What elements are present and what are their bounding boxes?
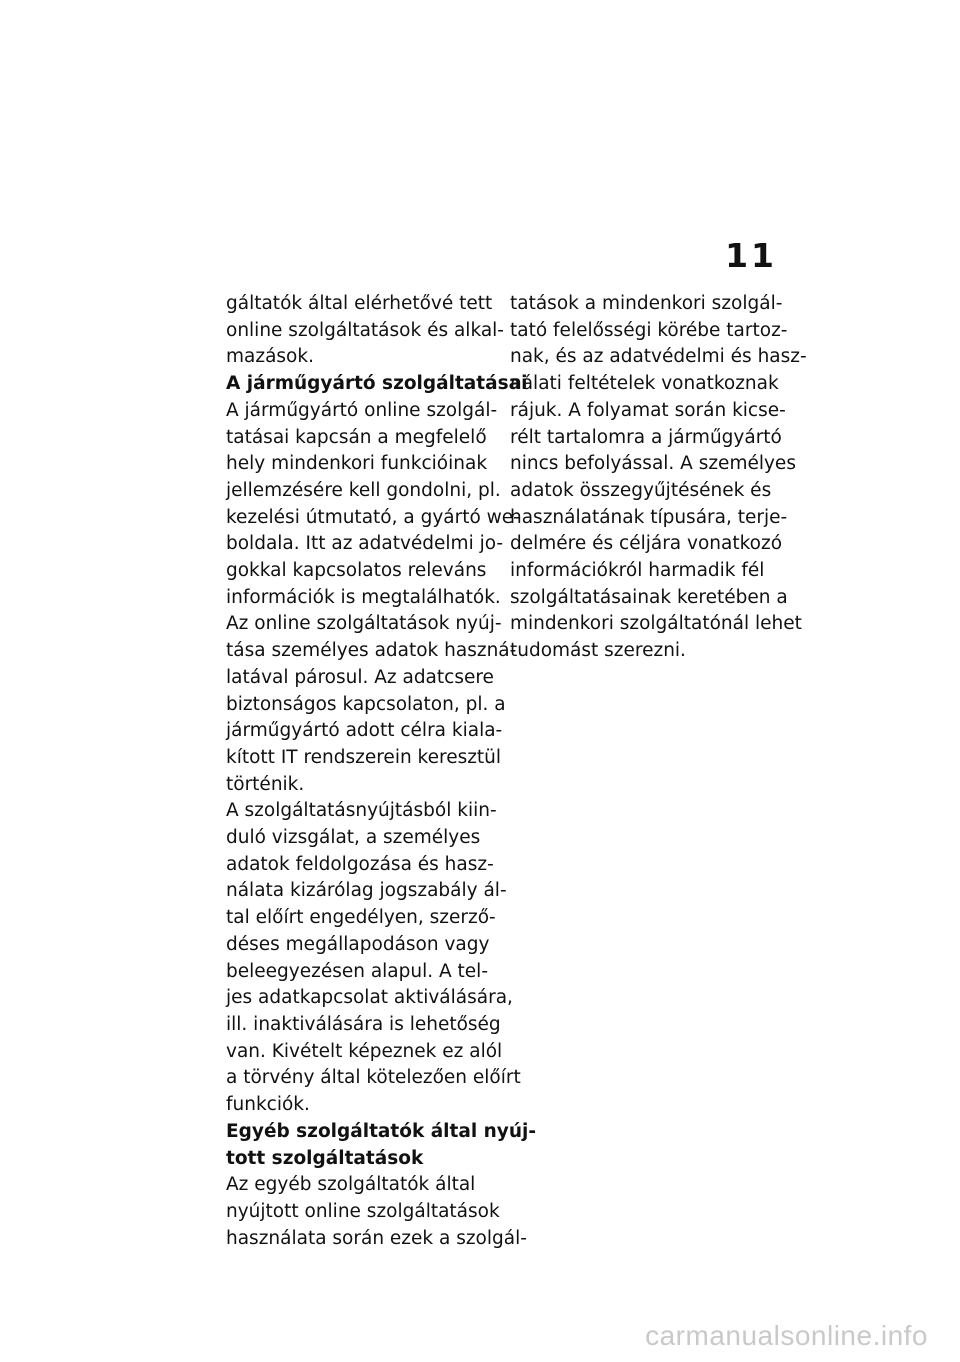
text-column-right xyxy=(510,291,807,665)
section-heading-line: tott szolgáltatások xyxy=(226,1147,424,1169)
body-text-line: tatások a mindenkori szolgál- xyxy=(510,293,783,314)
body-text-line: kított IT rendszerein keresztül xyxy=(226,746,502,768)
watermark: carmanualsonline.info xyxy=(645,1320,928,1351)
body-text-line: tatásai kapcsán a megfelelő xyxy=(226,426,487,448)
body-text-line: Az egyéb szolgáltatók által xyxy=(226,1174,476,1196)
body-text-line: nálata kizárólag jogszabály ál- xyxy=(226,880,507,902)
body-text-line: nak, és az adatvédelmi és hasz- xyxy=(510,346,807,368)
body-text-line: jellemzésére kell gondolni, pl. xyxy=(226,479,501,501)
body-text-line: A járműgyártó online szolgál- xyxy=(226,399,498,421)
section-heading-line: Egyéb szolgáltatók által nyúj- xyxy=(226,1120,537,1142)
body-text-line: tása személyes adatok haszná- xyxy=(226,640,517,662)
body-text-line: tal előírt engedélyen, szerző- xyxy=(226,907,496,929)
body-text-line: adatok összegyűjtésének és xyxy=(510,479,772,501)
body-text-line: hely mindenkori funkcióinak xyxy=(226,453,488,475)
page-number: 11 xyxy=(725,236,777,275)
body-text-line: információk is megtalálhatók. xyxy=(226,586,501,608)
body-text-line: szolgáltatásainak keretében a xyxy=(510,586,788,608)
body-text-line: boldala. Itt az adatvédelmi jo- xyxy=(226,533,504,555)
body-text-line: a törvény által kötelezően előírt xyxy=(226,1067,521,1089)
body-text-line: használatának típusára, terje- xyxy=(510,506,788,528)
body-text-line: Az online szolgáltatások nyúj- xyxy=(226,613,502,635)
body-text-line: déses megállapodáson vagy xyxy=(226,933,490,955)
body-text-line: gáltatók által elérhetővé tett xyxy=(226,293,493,314)
body-text-line: delmére és céljára vonatkozó xyxy=(510,533,783,555)
body-text-line: nincs befolyással. A személyes xyxy=(510,453,796,475)
body-text-line: történik. xyxy=(226,773,305,795)
body-text-line: online szolgáltatások és alkal- xyxy=(226,319,504,341)
body-text-line: jes adatkapcsolat aktiválására, xyxy=(226,987,513,1009)
body-text-line: A szolgáltatásnyújtásból kiin- xyxy=(226,800,497,822)
body-text-line: rélt tartalomra a járműgyártó xyxy=(510,426,782,448)
body-text-line: biztonságos kapcsolaton, pl. a xyxy=(226,693,506,715)
body-text-line: latával párosul. Az adatcsere xyxy=(226,666,494,688)
body-text-line: ill. inaktiválására is lehetőség xyxy=(226,1013,501,1035)
body-text-line: beleegyezésen alapul. A tel- xyxy=(226,960,488,982)
body-text-line: nyújtott online szolgáltatások xyxy=(226,1200,500,1222)
body-text-line: adatok feldolgozása és hasz- xyxy=(226,853,494,875)
body-text-line: duló vizsgálat, a személyes xyxy=(226,827,481,849)
body-text-line: információkról harmadik fél xyxy=(510,560,765,582)
body-text-line: mindenkori szolgáltatónál lehet xyxy=(510,613,802,635)
body-text-line: tató felelősségi körébe tartoz- xyxy=(510,319,788,341)
body-text-line: van. Kivételt képeznek ez alól xyxy=(226,1040,503,1062)
body-text-line: tudomást szerezni. xyxy=(510,640,686,662)
body-text-line: mazások. xyxy=(226,346,314,368)
section-heading-line: A járműgyártó szolgáltatásai xyxy=(226,373,528,395)
body-text-line: funkciók. xyxy=(226,1094,310,1116)
body-text-line: gokkal kapcsolatos releváns xyxy=(226,560,487,582)
body-text-line: nálati feltételek vonatkoznak xyxy=(510,373,779,395)
text-column-left xyxy=(226,291,537,1252)
body-text-line: rájuk. A folyamat során kicse- xyxy=(510,399,786,421)
body-text-line: kezelési útmutató, a gyártó we- xyxy=(226,506,520,528)
body-text-line: járműgyártó adott célra kiala- xyxy=(226,720,503,742)
body-text-line: használata során ezek a szolgál- xyxy=(226,1227,527,1249)
